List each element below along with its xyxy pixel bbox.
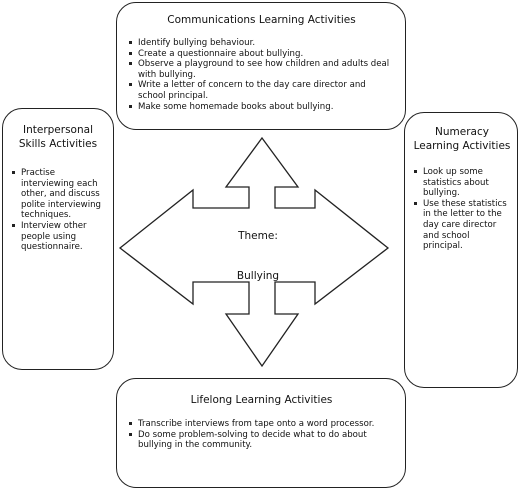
list-item: Transcribe interviews from tape onto a word processor. xyxy=(128,419,395,430)
numeracy-activities-box xyxy=(404,112,518,388)
lifelong-title: Lifelong Learning Activities xyxy=(190,394,333,406)
communications-list xyxy=(128,38,395,112)
four-way-arrow-shape xyxy=(120,138,388,366)
list-item: Look up some statistics about bullying. xyxy=(413,167,511,199)
lifelong-list xyxy=(128,419,395,451)
list-item: Make some homemade books about bullying. xyxy=(128,102,395,113)
list-item: Do some problem-solving to decide what to do about bullying in the community. xyxy=(128,430,395,451)
list-item: Practise interviewing each other, and discuss polite interviewing techniques. xyxy=(11,168,105,221)
theme-label: Theme: xyxy=(238,230,278,242)
interpersonal-skills-box xyxy=(2,108,114,370)
lifelong-activities-box xyxy=(116,378,406,488)
numeracy-list xyxy=(413,167,511,252)
list-item: Identify bullying behaviour. xyxy=(128,38,395,49)
communications-title: Communications Learning Activities xyxy=(167,14,356,26)
list-item: Create a questionnaire about bullying. xyxy=(128,49,395,60)
list-item: Use these statistics in the letter to the day care director and school principal. xyxy=(413,199,511,252)
list-item: Observe a playground to see how children and adults deal with bullying. xyxy=(128,59,395,80)
list-item: Interview other people using questionnaire. xyxy=(11,221,105,253)
interpersonal-list xyxy=(11,168,105,253)
communications-activities-box xyxy=(116,2,406,130)
interpersonal-title: Interpersonal Skills Activities xyxy=(18,124,98,150)
numeracy-title: Numeracy Learning Activities xyxy=(413,126,511,152)
list-item: Write a letter of concern to the day care director and school principal. xyxy=(128,80,395,101)
theme-topic: Bullying xyxy=(236,270,280,282)
